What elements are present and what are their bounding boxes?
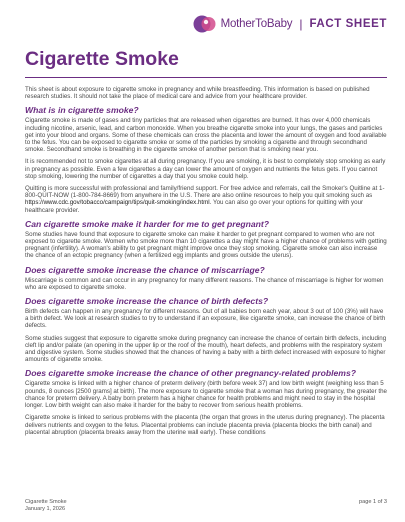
section-paragraph: Birth defects can happen in any pregnancy for different reasons. Out of all babies born each year, about 3 out of 100 (3%) will have a birth defect. We look at research studies to try to understand if an exposure, like cigarette smoke, can increase the chance of birth defects. (25, 308, 386, 330)
page-number: page 1 of 3 (359, 499, 387, 505)
section-heading-miscarriage: Does cigarette smoke increase the chance of miscarriage? (25, 264, 265, 275)
fact-sheet-label: FACT SHEET (309, 18, 387, 30)
quitting-paragraph (25, 185, 387, 214)
footer-date: January 1, 2026 (25, 506, 66, 512)
footer-doc-name: Cigarette Smoke (25, 499, 67, 505)
section-paragraph: Cigarette smoke is linked with a higher chance of preterm delivery (birth before week 37) and low birth weight (weighing less than 5 pounds, 8 ounces [2500 grams] at birth). The more exposure to cigarette smoke that a woman has during pregnancy, the greater the chance for preterm delivery. A baby born preterm has a higher chance for health problems and might need to stay in the hospital longer. Low birth weight can also make it harder for the baby to recover from serious health problems. (25, 380, 387, 410)
section-heading-what-is-in: What is in cigarette smoke? (25, 105, 139, 116)
section-paragraph: It is recommended not to smoke cigarettes at all during pregnancy. If you are smoking, it is best to completely stop smoking as early in pregnancy as possible. Even a few cigarettes a day can lower the amount of oxygen and nutrients the fetus gets. If you cannot stop smoking, lowering the number of cigarettes a day that you smoke could help. (25, 158, 386, 180)
quitting-text-end: . You can also go over your options for quitting with your healthcare provider. (25, 199, 364, 214)
mothertobaby-logo-icon (193, 14, 217, 34)
section-heading-fertility: Can cigarette smoke make it harder for me to get pregnant? (25, 218, 270, 229)
title-divider (25, 77, 387, 78)
cdc-quit-smoking-link[interactable]: https://www.cdc.gov/tobacco/campaign/tips/quit-smoking/index.html (25, 199, 210, 207)
section-paragraph: Cigarette smoke is linked to serious problems with the placenta (the organ that grows in the uterus during pregnancy). The placenta delivers nutrients and oxygen to the fetus. Placental problems can include placenta previa (placenta blocks the birth canal) and placental abruption (placenta breaks away from the uterine wall early). These conditions (25, 414, 385, 436)
section-heading-pregnancy-problems: Does cigarette smoke increase the chance of other pregnancy-related problems? (25, 368, 356, 379)
section-paragraph: Miscarriage is common and can occur in any pregnancy for many different reasons. The chance of miscarriage is higher for women who are exposed to cigarette smoke. (25, 276, 384, 291)
section-paragraph: Some studies have found that exposure to cigarette smoke can make it harder to get pregnant compared to women who are not exposed to cigarette smoke. Women who smoke more than 10 cigarettes a day might have a higher chance of problems with getting pregnant (infertility). A woman's ability to get pregnant might improve once they stop smoking. Cigarette smoke can also increase the chance of an ectopic pregnancy (when a fertilized egg implants and grows outside the uterus). (25, 230, 387, 260)
brand-header (193, 14, 387, 34)
page-title: Cigarette Smoke (25, 48, 179, 70)
footer-doc-info (25, 499, 67, 513)
brand-separator: | (299, 17, 303, 31)
quitting-text: Quitting is more successful with professional and family/friend support. For free advice and referrals, call the Smoker's Quitline at 1- 800-QUIT-NOW (1-800-784-8669) from anywhere in the U.S. There are also online resources to help you quit smoking such as (25, 185, 385, 200)
intro-paragraph: This sheet is about exposure to cigarette smoke in pregnancy and while breastfeeding. This information is based on published research studies. It should not take the place of medical care and advice from your healthcare provider. (25, 86, 370, 101)
document-body (25, 86, 387, 441)
section-paragraph: Cigarette smoke is made of gases and tiny particles that are released when cigarettes are burned. It has over 4,000 chemicals including nicotine, arsenic, lead, and carbon monoxide. When you breathe cigarette smoke into your lungs, the gases and particles get into your blood and organs. Some of these chemicals can cross the placenta and lower the amount of oxygen and food available to the fetus. You can be exposed to cigarette smoke or some of the particles by smoking a cigarette and through secondhand smoke. Secondhand smoke is breathing in the cigarette smoke of another person that is smoking near you. (25, 117, 387, 154)
section-paragraph: Some studies suggest that exposure to cigarette smoke during pregnancy can increase the chance of certain birth defects, including cleft lip and/or palate (an opening in the upper lip or the roof of the mouth), heart defects, and problems with the respiratory system and digestive system. Some studies showed that the chances of having a baby with a birth defect increased with exposure to higher amounts of cigarette smoke. (25, 334, 387, 364)
section-heading-birth-defects: Does cigarette smoke increase the chance of birth defects? (25, 296, 269, 307)
brand-name: MotherToBaby (220, 18, 293, 30)
